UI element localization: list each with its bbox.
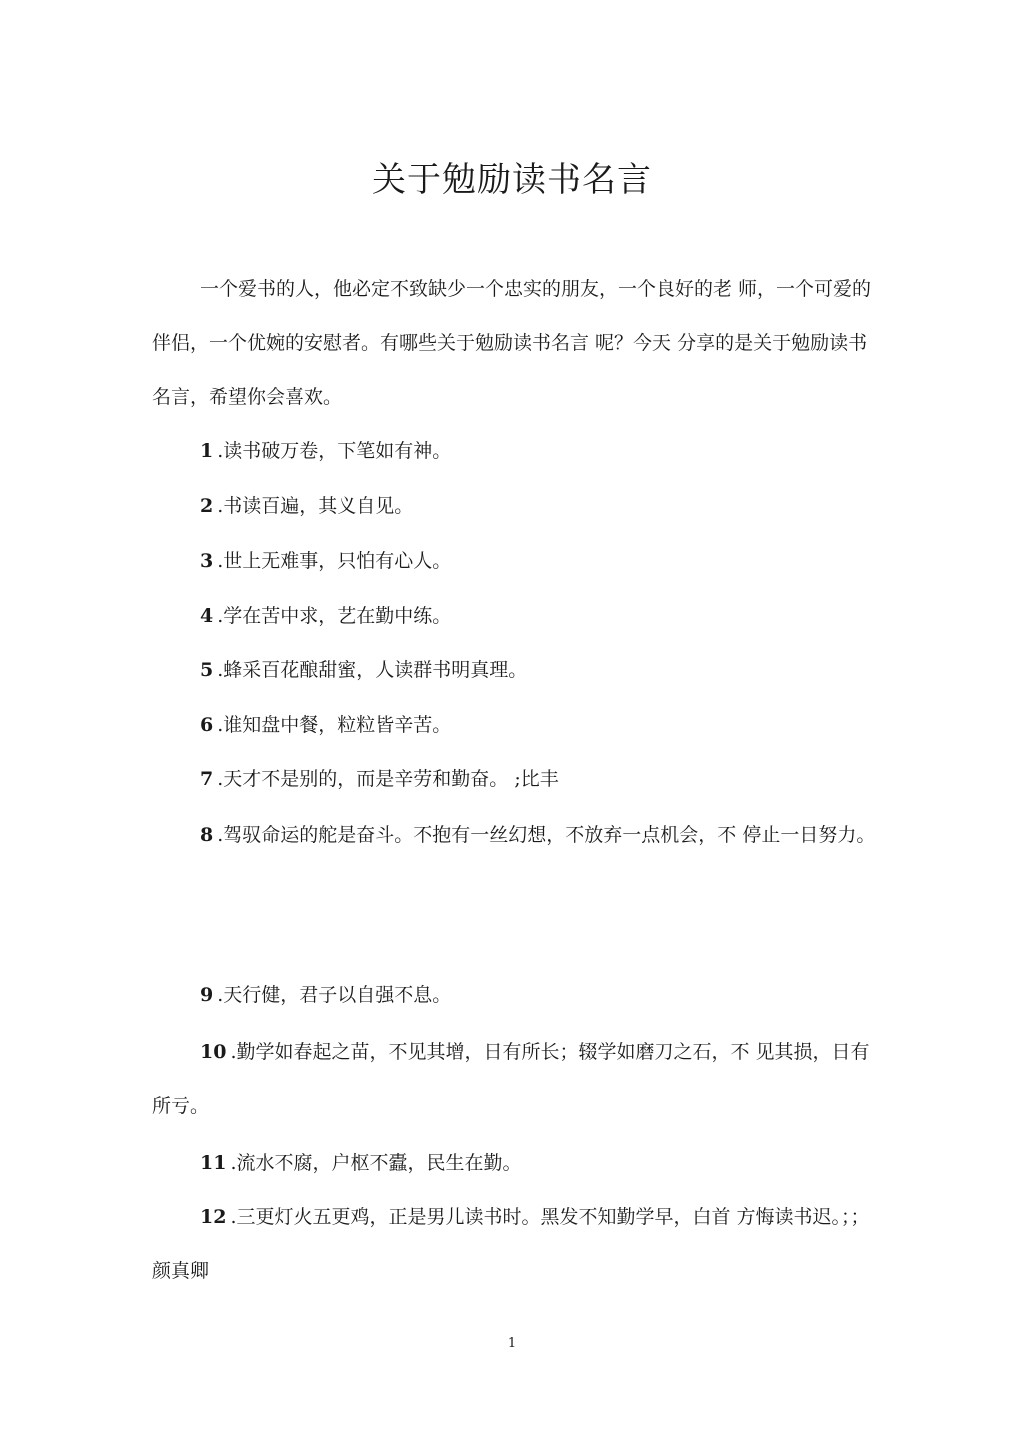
quote-text: .驾驭命运的舵是奋斗。不抱有一丝幻想，不放弃一点机会，不 停止一日努力。 xyxy=(217,824,876,846)
quote-text: .学在苦中求，艺在勤中练。 xyxy=(217,605,452,627)
quote-text: .读书破万卷，下笔如有神。 xyxy=(217,440,452,462)
quote-item-9 xyxy=(152,968,882,1022)
quote-number: 10 xyxy=(200,1041,227,1063)
quote-text: .书读百遍，其义自见。 xyxy=(217,495,414,517)
quote-number: 2 xyxy=(200,495,214,517)
quote-item-4 xyxy=(152,589,882,643)
quote-item-6 xyxy=(152,698,882,752)
quote-text: .天行健，君子以自强不息。 xyxy=(217,984,452,1006)
quote-number: 5 xyxy=(200,659,214,681)
page-number: 1 xyxy=(507,1336,517,1351)
quote-item-3 xyxy=(152,534,882,588)
intro-paragraph: 一个爱书的人，他必定不致缺少一个忠实的朋友，一个良好的老 师，一个可爱的伴侣，一个优婉的安慰者。有哪些关于勉励读书名言 呢？今天 分享的是关于勉励读书名言，希望你会喜欢。 xyxy=(152,278,872,408)
quote-number: 3 xyxy=(200,550,214,572)
quote-number: 6 xyxy=(200,714,214,736)
quote-text: .勤学如春起之苗，不见其增，日有所长；辍学如磨刀之石，不 见其损，日有所亏。 xyxy=(152,1041,870,1117)
quote-item-5 xyxy=(152,643,882,697)
quote-number: 11 xyxy=(200,1152,227,1174)
quote-item-7 xyxy=(152,752,882,806)
quote-text: .三更灯火五更鸡，正是男儿读书时。黑发不知勤学早，白首 方悔读书迟。；；颜真卿 xyxy=(152,1206,870,1282)
quote-number: 7 xyxy=(200,768,214,790)
quote-item-1 xyxy=(152,424,882,478)
quote-text: .流水不腐，户枢不蠹，民生在勤。 xyxy=(230,1152,522,1174)
quote-text: .蜂采百花酿甜蜜，人读群书明真理。 xyxy=(217,659,528,681)
quote-text: .谁知盘中餐，粒粒皆辛苦。 xyxy=(217,714,452,736)
quote-number: 4 xyxy=(200,605,214,627)
quote-text: .天才不是别的，而是辛劳和勤奋。 ;比丰 xyxy=(217,768,559,790)
quote-number: 12 xyxy=(200,1206,227,1228)
quote-number: 8 xyxy=(200,824,214,846)
quote-item-10 xyxy=(152,1025,882,1133)
quote-text: .世上无难事，只怕有心人。 xyxy=(217,550,452,572)
document-title: 关于勉励读书名言 xyxy=(372,160,652,200)
quote-item-12 xyxy=(152,1190,882,1298)
quote-item-11 xyxy=(152,1136,882,1190)
quote-number: 1 xyxy=(200,440,214,462)
quote-item-8 xyxy=(152,808,882,862)
quote-number: 9 xyxy=(200,984,214,1006)
quote-item-2 xyxy=(152,479,882,533)
